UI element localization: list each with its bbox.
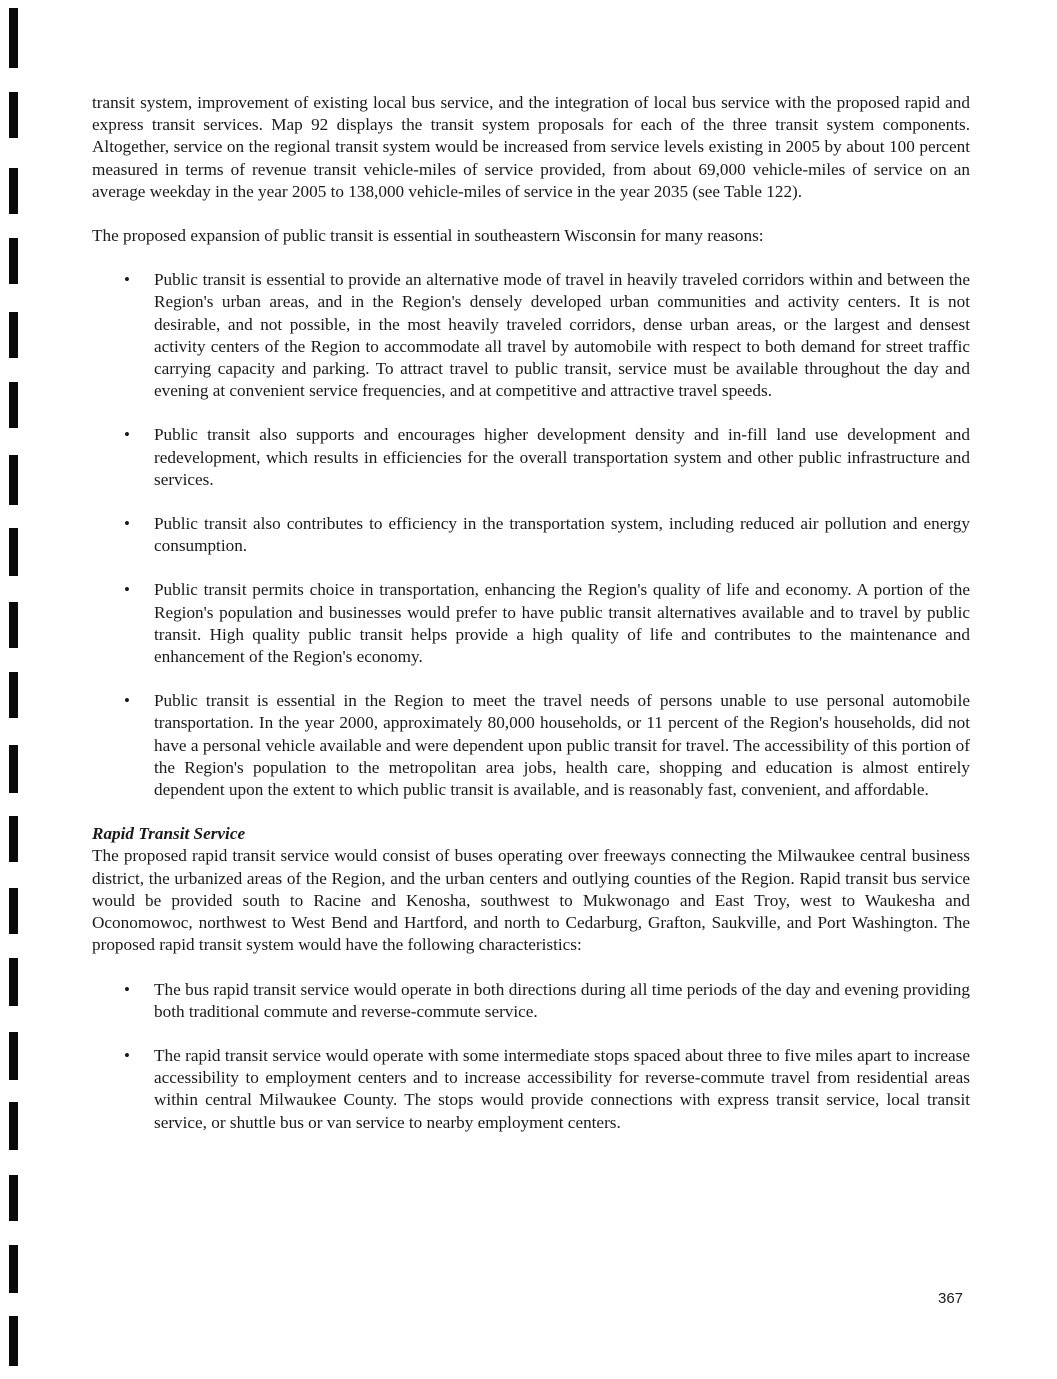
document-body bbox=[92, 92, 970, 1134]
binding-mark bbox=[9, 382, 18, 428]
reasons-list bbox=[92, 269, 970, 801]
binding-mark bbox=[9, 888, 18, 934]
list-item-text: Public transit is essential in the Region to meet the travel needs of persons unable to use personal automobile transportation. In the year 2000, approximately 80,000 households, or 11 percent of the Region's households, did not have a personal vehicle available and were dependent upon public transit for travel. The accessibility of this portion of the Region's population to the metropolitan area jobs, health care, shopping and education is almost entirely dependent upon the extent to which public transit is available, and is reasonably fast, convenient, and affordable. bbox=[154, 691, 970, 800]
binding-mark bbox=[9, 238, 18, 284]
list-item-text: Public transit also contributes to efficiency in the transportation system, including reduced air pollution and energy consumption. bbox=[154, 514, 970, 556]
list-item bbox=[92, 579, 970, 668]
bullet-icon: • bbox=[124, 425, 130, 445]
bullet-icon: • bbox=[124, 691, 130, 711]
binding-mark bbox=[9, 92, 18, 138]
list-item bbox=[92, 690, 970, 801]
binding-mark bbox=[9, 958, 18, 1006]
binding-mark bbox=[9, 1175, 18, 1221]
binding-mark bbox=[9, 455, 18, 505]
list-item-text: Public transit permits choice in transportation, enhancing the Region's quality of life and economy. A portion of the Region's population and businesses would prefer to have public transit alternatives available and to travel by public transit. High quality public transit helps provide a high quality of life and contributes to the maintenance and enhancement of the Region's economy. bbox=[154, 580, 970, 667]
intro-paragraph: transit system, improvement of existing local bus service, and the integration of local bus service with the proposed rapid and express transit services. Map 92 displays the transit system proposals for each of the three transit system components. Altogether, service on the regional transit system would be increased from service levels existing in 2005 by about 100 percent measured in terms of revenue transit vehicle-miles of service provided, from about 69,000 vehicle-miles of service on an average weekday in the year 2005 to 138,000 vehicle-miles of service in the year 2035 (see Table 122). bbox=[92, 93, 970, 201]
binding-mark bbox=[9, 1316, 18, 1366]
binding-marks bbox=[0, 0, 20, 1379]
binding-mark bbox=[9, 528, 18, 576]
list-item-text: Public transit also supports and encourages higher development density and in-fill land use development and redevelopment, which results in efficiencies for the overall transportation system and other public infrastructure and services. bbox=[154, 425, 970, 489]
bullet-icon: • bbox=[124, 514, 130, 534]
rapid-transit-characteristics-list bbox=[92, 979, 970, 1134]
bullet-icon: • bbox=[124, 270, 130, 290]
list-item-text: Public transit is essential to provide an alternative mode of travel in heavily traveled corridors within and between the Region's urban areas, and in the Region's densely developed urban communities and activity centers. It is not desirable, and not possible, in the most heavily traveled corridors, dense urban areas, or the largest and densest activity centers of the Region to accommodate all travel by automobile with respect to both demand for street traffic carrying capacity and parking. To attract travel to public transit, service must be available throughout the day and evening at convenient service frequencies, and at competitive and attractive travel speeds. bbox=[154, 270, 970, 401]
reasons-intro-paragraph: The proposed expansion of public transit is essential in southeastern Wisconsin for many reasons: bbox=[92, 226, 764, 246]
binding-mark bbox=[9, 745, 18, 793]
section-heading-rapid-transit: Rapid Transit Service bbox=[92, 824, 246, 844]
list-item-text: The bus rapid transit service would operate in both directions during all time periods of the day and evening providing both traditional commute and reverse-commute service. bbox=[154, 979, 970, 1021]
list-item bbox=[92, 424, 970, 491]
binding-mark bbox=[9, 816, 18, 862]
bullet-icon: • bbox=[124, 580, 130, 600]
binding-mark bbox=[9, 168, 18, 214]
bullet-icon: • bbox=[124, 979, 130, 999]
binding-mark bbox=[9, 1102, 18, 1150]
rapid-transit-paragraph: The proposed rapid transit service would consist of buses operating over freeways connecting the Milwaukee central business district, the urbanized areas of the Region, and the urban centers and outlying counties of the Region. Rapid transit bus service would be provided south to Racine and Kenosha, southwest to Mukwonago and East Troy, west to Waukesha and Oconomowoc, northwest to West Bend and Hartford, and north to Cedarburg, Grafton, Saukville, and Port Washington. The proposed rapid transit system would have the following characteristics: bbox=[92, 846, 970, 955]
binding-mark bbox=[9, 602, 18, 648]
list-item-text: The rapid transit service would operate with some intermediate stops spaced about three to five miles apart to increase accessibility to employment centers and to increase accessibility for reverse-commute travel from residential areas within central Milwaukee County. The stops would provide connections with express transit service, local transit service, or shuttle bus or van service to nearby employment centers. bbox=[154, 1045, 970, 1132]
binding-mark bbox=[9, 1245, 18, 1293]
binding-mark bbox=[9, 1032, 18, 1080]
binding-mark bbox=[9, 312, 18, 358]
list-item bbox=[92, 513, 970, 557]
list-item bbox=[92, 1045, 970, 1134]
list-item bbox=[92, 269, 970, 402]
binding-mark bbox=[9, 8, 18, 68]
list-item bbox=[92, 979, 970, 1023]
bullet-icon: • bbox=[124, 1045, 130, 1065]
binding-mark bbox=[9, 672, 18, 718]
page-number: 367 bbox=[938, 1290, 964, 1307]
